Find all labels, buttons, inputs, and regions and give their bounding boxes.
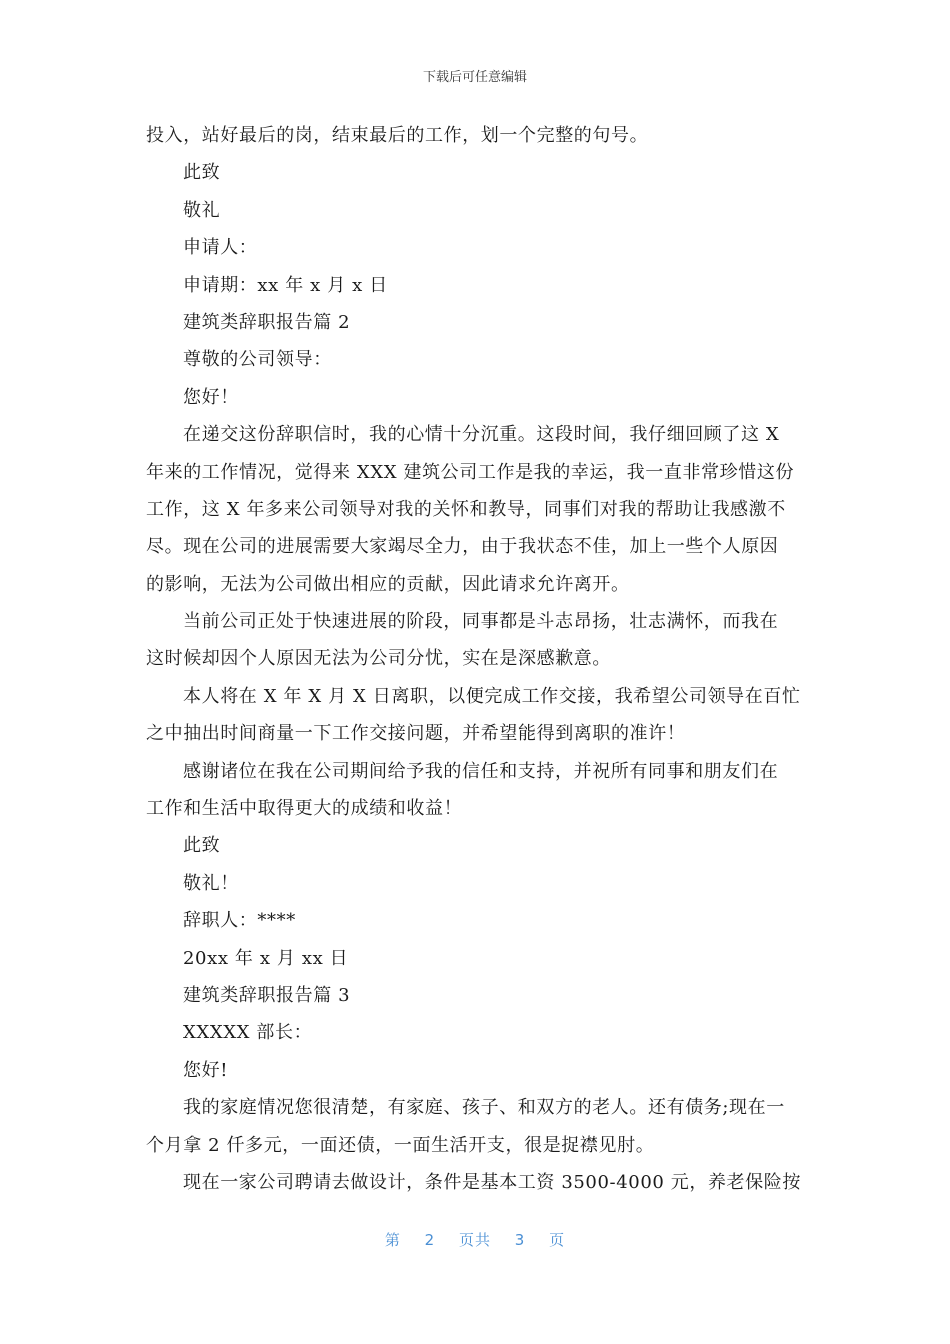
text-line: 感谢诸位在我在公司期间给予我的信任和支持，并祝所有同事和朋友们在 [183,760,779,782]
text-line: 您好! [183,1059,229,1081]
text-line: 申请期：xx 年 x 月 x 日 [183,274,388,296]
text-line: 工作，这 X 年多来公司领导对我的关怀和教导，同事们对我的帮助让我感激不 [146,498,786,520]
text-line: 辞职人：**** [183,910,296,932]
text-line: 尽。现在公司的进展需要大家竭尽全力，由于我状态不佳，加上一些个人原因 [146,536,779,558]
section-title: 建筑类辞职报告篇 3 [183,984,351,1006]
text-line: 本人将在 X 年 X 月 X 日离职，以便完成工作交接，我希望公司领导在百忙 [183,685,801,707]
text-line: 我的家庭情况您很清楚，有家庭、孩子、和双方的老人。还有债务;现在一 [183,1097,785,1119]
text-line: 20xx 年 x 月 xx 日 [183,947,349,969]
section-title: 建筑类辞职报告篇 2 [183,311,351,333]
page-footer: 第 2 页共 3 页 [384,1231,566,1249]
text-line: 敬礼！ [183,872,239,894]
text-line: 敬礼 [183,199,221,221]
text-line: 这时候却因个人原因无法为公司分忧，实在是深感歉意。 [146,648,611,670]
text-line: 的影响，无法为公司做出相应的贡献，因此请求允许离开。 [146,573,630,595]
text-line: 现在一家公司聘请去做设计，条件是基本工资 3500-4000 元，养老保险按 [183,1171,801,1193]
text-line: 年来的工作情况，觉得来 XXX 建筑公司工作是我的幸运，我一直非常珍惜这份 [146,461,795,483]
text-line: 在递交这份辞职信时，我的心情十分沉重。这段时间，我仔细回顾了这 X [183,424,780,446]
text-line: 尊敬的公司领导： [183,349,332,371]
page-header: 下载后可任意编辑 [422,70,527,85]
text-line: 申请人： [183,237,258,259]
text-line: 您好！ [183,386,239,408]
text-line: 此致 [183,835,221,857]
document-body [146,117,806,1201]
text-line: 个月拿 2 仟多元，一面还债，一面生活开支，很是捉襟见肘。 [146,1134,655,1156]
text-line: 投入，站好最后的岗，结束最后的工作，划一个完整的句号。 [146,125,649,146]
text-line: 之中抽出时间商量一下工作交接问题，并希望能得到离职的准许！ [146,723,686,745]
text-line: 此致 [183,162,221,184]
text-line: 工作和生活中取得更大的成绩和收益！ [146,798,463,820]
text-line: 当前公司正处于快速进展的阶段，同事都是斗志昂扬，壮志满怀，而我在 [183,611,779,633]
text-line: XXXXX 部长： [183,1022,313,1044]
